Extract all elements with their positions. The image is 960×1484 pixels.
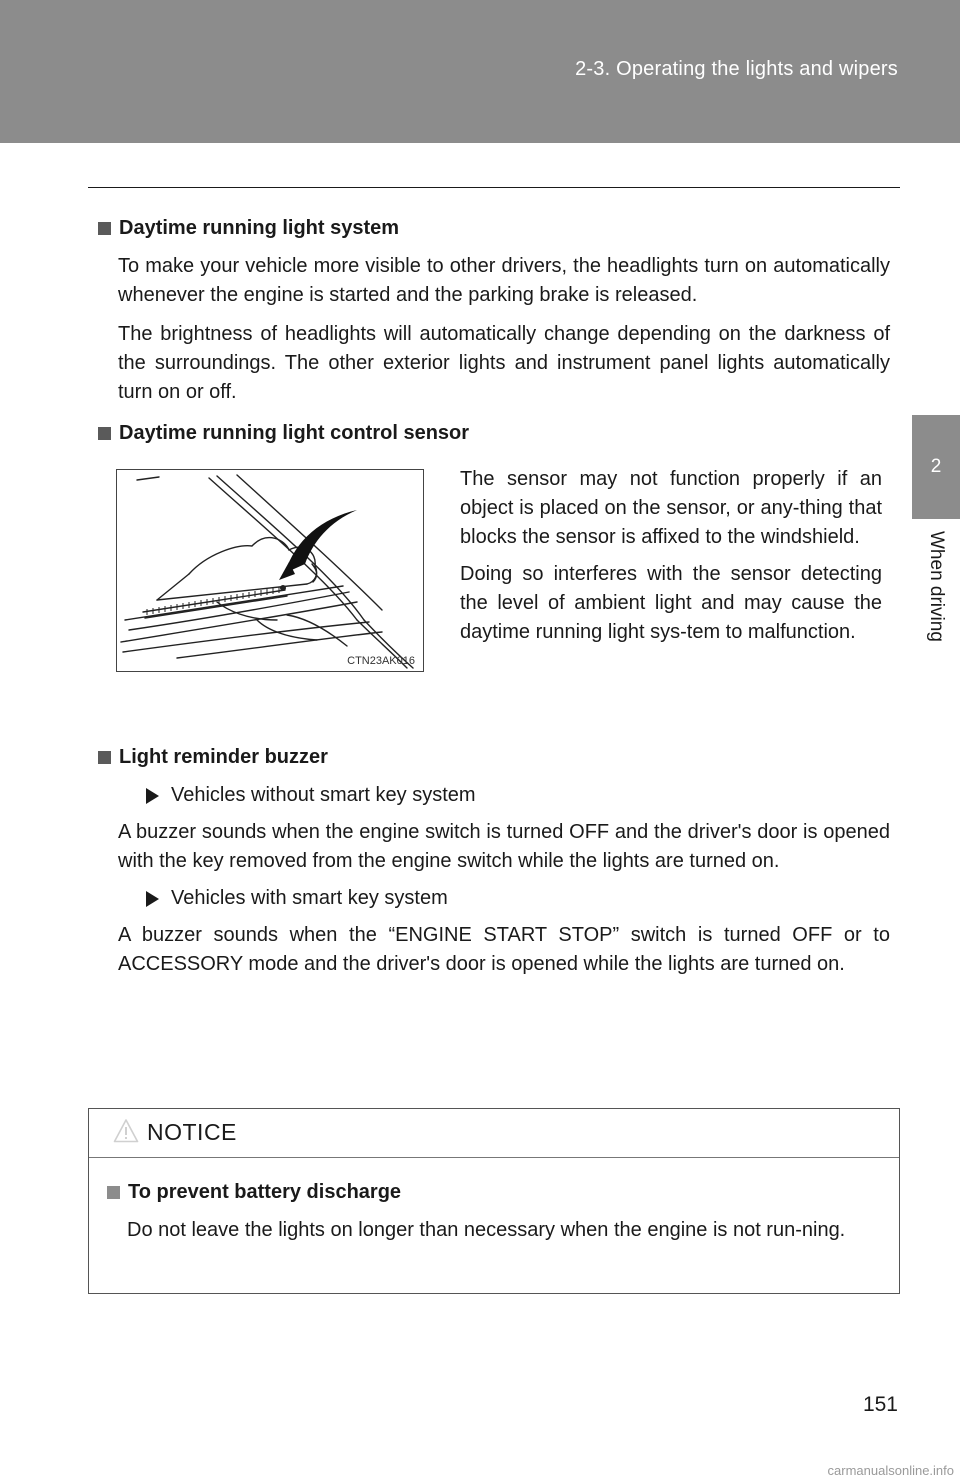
- heading-drl-system: [98, 212, 890, 244]
- vehicle-type-bullet: [146, 884, 890, 913]
- square-bullet-icon: [98, 751, 111, 764]
- chapter-label-text: When driving: [926, 531, 947, 642]
- heading-text: Light reminder buzzer: [119, 746, 328, 768]
- top-divider: [88, 187, 900, 188]
- paragraph: A buzzer sounds when the “ENGINE START STOP” switch is turned OFF or to ACCESSORY mode and the driver's door is opened while the lights are turned on.: [118, 924, 890, 975]
- square-bullet-icon: [98, 427, 111, 440]
- warning-triangle-icon: [113, 1118, 139, 1144]
- square-bullet-icon: [107, 1186, 120, 1199]
- square-bullet-icon: [98, 222, 111, 235]
- header-band: [0, 0, 960, 143]
- figure-code: CTN23AK016: [347, 655, 415, 667]
- chapter-label: [912, 519, 960, 679]
- chapter-tab[interactable]: [912, 415, 960, 519]
- vehicle-type-bullet: [146, 781, 890, 810]
- notice-text: Do not leave the lights on longer than necessary when the engine is not run-ning.: [127, 1219, 846, 1241]
- windshield-illustration: [117, 470, 422, 670]
- section-title: 2-3. Operating the lights and wipers: [575, 58, 898, 80]
- triangle-bullet-icon: [146, 788, 159, 804]
- notice-heading: [107, 1176, 889, 1208]
- heading-text: Daytime running light system: [119, 217, 400, 239]
- bullet-text: Vehicles with smart key system: [171, 887, 448, 909]
- chapter-number: 2: [930, 456, 942, 477]
- heading-light-reminder-buzzer: [98, 741, 890, 773]
- paragraph: To make your vehicle more visible to other drivers, the headlights turn on automatically whenever the engine is started and the parking brake is released.: [118, 255, 890, 306]
- paragraph: Doing so interferes with the sensor detecting the level of ambient light and may cause the daytime running light sys-tem to malfunction.: [460, 563, 882, 643]
- windshield-sensor-figure: [116, 469, 424, 672]
- page-number: 151: [862, 1393, 898, 1416]
- heading-drl-sensor: [98, 417, 890, 449]
- side-tab-blank: [912, 143, 960, 415]
- notice-body: [89, 1158, 899, 1245]
- heading-text: To prevent battery discharge: [128, 1181, 402, 1203]
- main-content: [98, 212, 890, 979]
- paragraph: A buzzer sounds when the engine switch is turned OFF and the driver's door is opened with the key removed from the engine switch while the lights are turned on.: [118, 821, 890, 872]
- heading-text: Daytime running light control sensor: [119, 422, 470, 444]
- sensor-description: [460, 465, 882, 647]
- notice-title: NOTICE: [147, 1119, 237, 1145]
- bullet-text: Vehicles without smart key system: [171, 784, 476, 806]
- paragraph: The brightness of headlights will automatically change depending on the darkness of the surroundings. The other exterior lights and instrument panel lights automatically turn on or off.: [118, 323, 890, 403]
- paragraph: The sensor may not function properly if an object is placed on the sensor, or any-thing that blocks the sensor is affixed to the windshield.: [460, 468, 882, 548]
- sensor-block: [98, 449, 890, 741]
- triangle-bullet-icon: [146, 891, 159, 907]
- notice-header: [89, 1109, 899, 1158]
- watermark: carmanualsonline.info: [827, 1463, 954, 1478]
- notice-box: [88, 1108, 900, 1294]
